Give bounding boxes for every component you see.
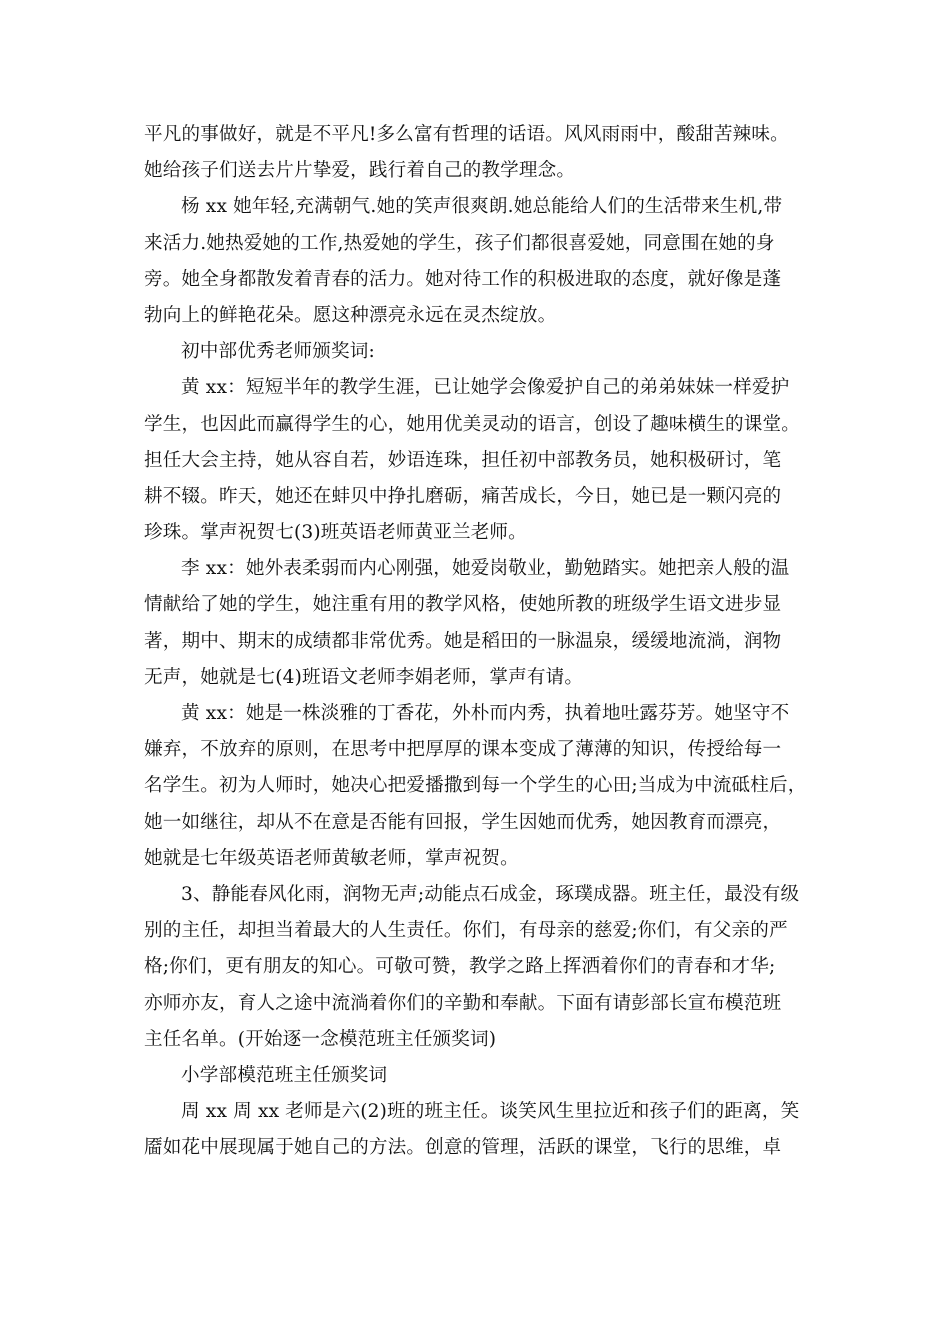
paragraph-first-line: 周 xx 周 xx 老师是六(2)班的班主任。谈笑风生里拉近和孩子们的距离，笑 <box>181 1101 800 1123</box>
paragraph-first-line: 李 xx：她外表柔弱而内心刚强，她爱岗敬业，勤勉踏实。她把亲人般的温 <box>181 558 790 580</box>
text-line: 名学生。初为人师时，她决心把爱播撒到每一个学生的心田;当成为中流砥柱后， <box>144 775 807 797</box>
text-line: 主任名单。(开始逐一念模范班主任颁奖词) <box>144 1028 497 1050</box>
text-line: 嫌弃，不放弃的原则，在思考中把厚厚的课本变成了薄薄的知识，传授给每一 <box>144 739 782 761</box>
text-line: 耕不辍。昨天，她还在蚌贝中挣扎磨砺，痛苦成长，今日，她已是一颗闪亮的 <box>144 485 782 507</box>
text-line: 旁。她全身都散发着青春的活力。她对待工作的积极进取的态度，就好像是蓬 <box>144 268 782 290</box>
paragraph-first-line: 杨 xx 她年轻,充满朝气.她的笑声很爽朗.她总能给人们的生活带来生机,带 <box>181 196 783 218</box>
text-line: 她一如继往，却从不在意是否能有回报，学生因她而优秀，她因教育而漂亮， <box>144 811 782 833</box>
text-line: 来活力.她热爱她的工作,热爱她的学生，孩子们都很喜爱她，同意围在她的身 <box>144 232 775 254</box>
text-line: 著，期中、期末的成绩都非常优秀。她是稻田的一脉温泉，缓缓地流淌，润物 <box>144 630 782 652</box>
paragraph-first-line: 3、静能春风化雨，润物无声;动能点石成金，琢璞成器。班主任，最没有级 <box>181 883 800 905</box>
text-line: 她给孩子们送去片片挚爱，践行着自己的教学理念。 <box>144 160 576 182</box>
paragraph-first-line: 黄 xx：她是一株淡雅的丁香花，外朴而内秀，执着地吐露芬芳。她坚守不 <box>181 703 790 724</box>
text-line: 珍珠。掌声祝贺七(3)班英语老师黄亚兰老师。 <box>144 522 527 544</box>
text-line: 无声，她就是七(4)班语文老师李娟老师，掌声有请。 <box>144 666 584 688</box>
text-line: 格;你们，更有朋友的知心。可敬可赞，教学之路上挥洒着你们的青春和才华; <box>144 956 776 978</box>
text-line: 情献给了她的学生，她注重有用的教学风格，使她所教的班级学生语文进步显 <box>144 594 782 616</box>
paragraph-first-line: 黄 xx：短短半年的教学生涯，已让她学会像爱护自己的弟弟妹妹一样爱护 <box>181 377 790 399</box>
section-heading: 小学部模范班主任颁奖词 <box>181 1064 388 1086</box>
text-line: 她就是七年级英语老师黄敏老师，掌声祝贺。 <box>144 847 519 869</box>
text-line: 亦师亦友，育人之途中流淌着你们的辛勤和奉献。下面有请彭部长宣布模范班 <box>144 992 782 1014</box>
text-line: 平凡的事做好，就是不平凡!多么富有哲理的话语。风风雨雨中，酸甜苦辣味。 <box>144 124 789 145</box>
text-line: 别的主任，却担当着最大的人生责任。你们，有母亲的慈爱;你们，有父亲的严 <box>144 920 788 942</box>
document-body <box>144 117 824 1166</box>
text-line: 靥如花中展现属于她自己的方法。创意的管理，活跃的课堂，飞行的思维，卓 <box>144 1137 782 1159</box>
text-line: 勃向上的鲜艳花朵。愿这种漂亮永远在灵杰绽放。 <box>144 304 557 326</box>
text-line: 学生，也因此而赢得学生的心，她用优美灵动的语言，创设了趣味横生的课堂。 <box>144 413 801 435</box>
section-heading: 初中部优秀老师颁奖词: <box>181 341 375 363</box>
text-line: 担任大会主持，她从容自若，妙语连珠，担任初中部教务员，她积极研讨，笔 <box>144 449 782 471</box>
